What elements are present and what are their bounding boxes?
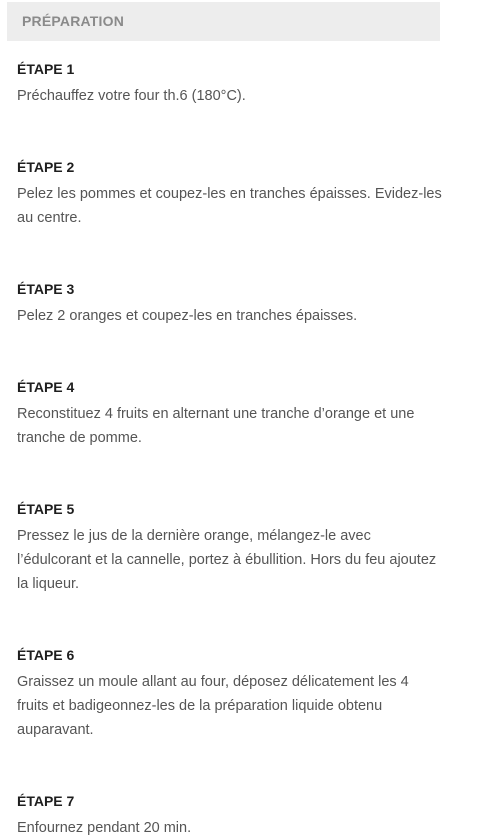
step-4-text: Reconstituez 4 fruits en alternant une tranche d’orange et une tranche de pomme. xyxy=(17,406,415,446)
step-2 xyxy=(17,158,442,230)
step-6-label: ÉTAPE 6 xyxy=(17,647,75,663)
preparation-title: PRÉPARATION xyxy=(22,13,125,29)
step-5-text: Pressez le jus de la dernière orange, mélangez-le avec l’édulcorant et la cannelle, portez à ébullition. Hors du feu ajoutez la liqueur. xyxy=(17,528,437,592)
step-1-text: Préchauffez votre four th.6 (180°C). xyxy=(17,88,246,104)
step-7-label: ÉTAPE 7 xyxy=(17,793,75,809)
preparation-section-header xyxy=(7,2,440,41)
step-1-label: ÉTAPE 1 xyxy=(17,61,75,77)
step-6 xyxy=(17,646,442,742)
step-5-label: ÉTAPE 5 xyxy=(17,501,75,517)
step-3-label: ÉTAPE 3 xyxy=(17,281,75,297)
step-3-text: Pelez 2 oranges et coupez-les en tranches épaisses. xyxy=(17,308,358,324)
step-7-text: Enfournez pendant 20 min. xyxy=(17,820,192,836)
step-2-text: Pelez les pommes et coupez-les en tranches épaisses. Evidez-les au centre. xyxy=(17,186,442,226)
step-7 xyxy=(17,792,442,840)
step-6-text: Graissez un moule allant au four, déposez délicatement les 4 fruits et badigeonnez-les de la préparation liquide obtenu auparavant. xyxy=(17,674,409,738)
step-3 xyxy=(17,280,442,328)
step-2-label: ÉTAPE 2 xyxy=(17,159,75,175)
step-4 xyxy=(17,378,442,450)
step-1 xyxy=(17,60,442,108)
step-4-label: ÉTAPE 4 xyxy=(17,379,75,395)
step-5 xyxy=(17,500,442,596)
